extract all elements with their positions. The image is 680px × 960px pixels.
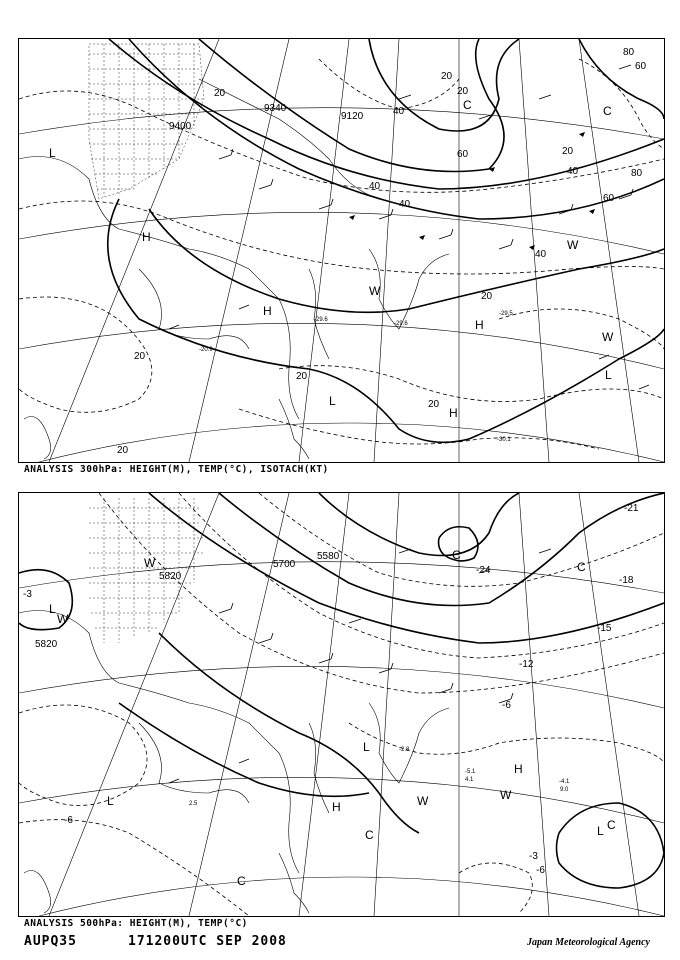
isotach-label: 40 [369, 181, 381, 192]
temp-contour-label: -6 [502, 700, 511, 711]
high-mark: H [142, 230, 151, 244]
temp-contour-label: -6 [64, 815, 73, 826]
low-mark: L [107, 794, 114, 808]
isotach-label: 40 [535, 249, 547, 260]
isotach-label: 20 [441, 71, 453, 82]
map-panel-300hpa [18, 38, 665, 463]
temp-contour-label: -15 [597, 623, 612, 634]
obs-value: -4.1 [559, 779, 570, 785]
warm-mark: W [567, 238, 579, 252]
cold-mark: C [452, 548, 461, 562]
map-500hpa-svg [19, 493, 664, 916]
warm-mark: W [500, 788, 512, 802]
isotach-label: 20 [214, 88, 226, 99]
temp-contour-label: -12 [519, 659, 534, 670]
temp-contour-label: -6 [536, 865, 545, 876]
cold-mark: C [577, 560, 586, 574]
wind-barbs [169, 65, 649, 389]
product-id: AUPQ35 [24, 934, 77, 949]
low-mark: L [329, 394, 336, 408]
warm-mark: W [369, 284, 381, 298]
temp-contour-label: -24 [476, 565, 491, 576]
isotach-label: 60 [635, 61, 647, 72]
caption-300hpa: ANALYSIS 300hPa: HEIGHT(M), TEMP(°C), ISOTACH(KT) [24, 464, 329, 475]
low-mark: L [49, 146, 56, 160]
temp-contour-label: -3 [529, 851, 538, 862]
cold-mark: C [607, 818, 616, 832]
isotach-label: 20 [481, 291, 493, 302]
obs-value: 4.1 [465, 777, 474, 783]
low-mark: L [49, 602, 56, 616]
isotach-label: 60 [603, 193, 615, 204]
temp-obs: -30.1 [497, 437, 511, 443]
cold-mark: C [237, 874, 246, 888]
warm-mark: W [602, 330, 614, 344]
isotach-label: 60 [457, 149, 469, 160]
cold-mark: C [463, 98, 472, 112]
isotach-label: 40 [567, 166, 579, 177]
analysis-timestamp: 171200UTC SEP 2008 [128, 934, 287, 949]
warm-mark: W [417, 794, 429, 808]
caption-500hpa: ANALYSIS 500hPa: HEIGHT(M), TEMP(°C) [24, 918, 248, 929]
high-mark: H [263, 304, 272, 318]
isotach-label: 20 [296, 371, 308, 382]
isotach-label: 40 [393, 106, 405, 117]
cold-mark: C [365, 828, 374, 842]
isotach-label: 20 [134, 351, 146, 362]
high-mark: H [514, 762, 523, 776]
isotach-label: 40 [399, 199, 411, 210]
temp-obs: -20.9 [199, 347, 213, 353]
isotach-label: 20 [562, 146, 574, 157]
isotach-label: 20 [457, 86, 469, 97]
isotach-label: 80 [631, 168, 643, 179]
obs-value: 2.5 [189, 801, 198, 807]
height-label-5820: 5820 [159, 571, 182, 582]
temp-contour-label: -18 [619, 575, 634, 586]
map-panel-500hpa [18, 492, 665, 917]
warm-mark: W [144, 556, 156, 570]
obs-value: 9.0 [560, 787, 569, 793]
low-mark: L [363, 740, 370, 754]
height-label-9120: 9120 [341, 111, 364, 122]
map-300hpa-svg [19, 39, 664, 462]
isotach-label: 20 [428, 399, 440, 410]
low-mark: L [597, 824, 604, 838]
temp-obs: -29.5 [499, 311, 513, 317]
high-mark: H [475, 318, 484, 332]
temp-obs: -29.6 [394, 321, 408, 327]
graticule [19, 493, 664, 916]
temp-contour-label: -21 [624, 503, 639, 514]
agency-name: Japan Meteorological Agency [527, 937, 650, 948]
obs-value: -5.1 [465, 769, 476, 775]
temp-contour-label: -3 [23, 589, 32, 600]
temp-obs: -29.6 [314, 317, 328, 323]
height-label-5580: 5580 [317, 551, 340, 562]
height-label-5700: 5700 [273, 559, 296, 570]
isotach-label: 80 [623, 47, 635, 58]
low-mark: L [605, 368, 612, 382]
cold-mark: C [603, 104, 612, 118]
high-mark: H [332, 800, 341, 814]
coastlines [19, 79, 449, 459]
warm-mark: W [57, 612, 69, 626]
height-contours [108, 39, 664, 442]
height-label-9400: 9400 [169, 121, 192, 132]
coastlines [19, 611, 449, 914]
high-mark: H [449, 406, 458, 420]
obs-value: -2.8 [399, 747, 410, 753]
height-label-9340: 9340 [264, 103, 287, 114]
isotach-label: 20 [117, 445, 129, 456]
wind-barbs [169, 549, 551, 783]
height-label-5820: 5820 [35, 639, 58, 650]
